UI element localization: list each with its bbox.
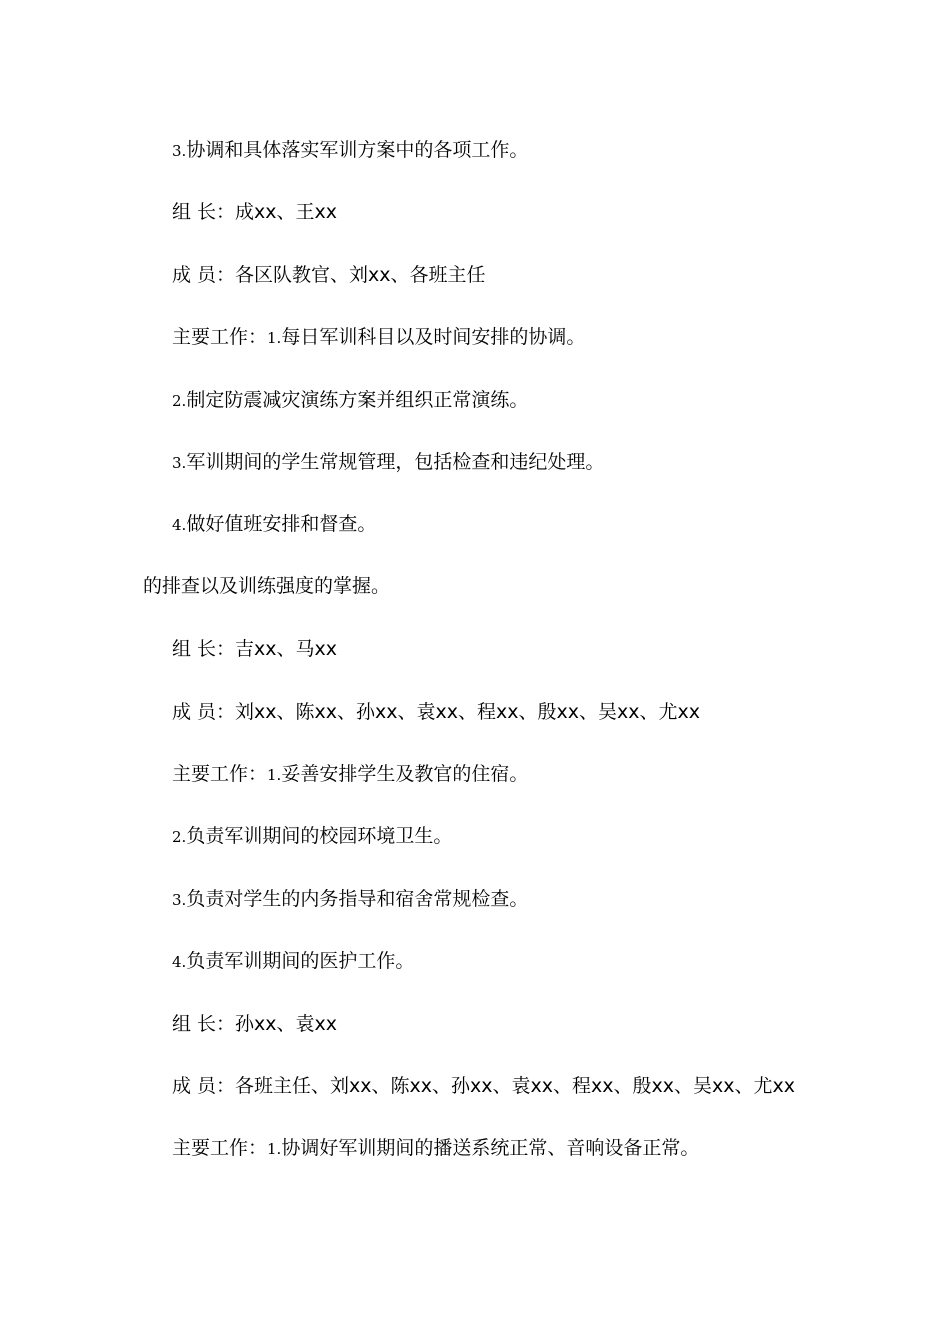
- item-text: 负责军训期间的校园环境卫生。: [186, 825, 453, 847]
- duties-line: [0, 325, 950, 350]
- members-label: 成 员：: [172, 1075, 236, 1097]
- leader-line: [0, 637, 950, 661]
- item-text: 协调好军训期间的播送系统正常、音响设备正常。: [281, 1137, 700, 1159]
- members-line: [0, 700, 950, 724]
- leader-line: [0, 200, 950, 224]
- continuation-line: [0, 574, 950, 598]
- task-line: [0, 949, 950, 974]
- leader-label: 组 长：: [172, 201, 236, 223]
- task-line: [0, 824, 950, 849]
- item-text: 协调和具体落实军训方案中的各项工作。: [186, 139, 529, 161]
- item-number: 3.: [172, 142, 187, 160]
- leader-names: 孙xx、袁xx: [235, 1013, 338, 1035]
- item-text: 制定防震减灾演练方案并组织正常演练。: [186, 389, 529, 411]
- item-number: 1.: [267, 1140, 282, 1158]
- members-line: [0, 1074, 950, 1098]
- item-number: 1.: [267, 766, 282, 784]
- item-number: 4.: [172, 953, 187, 971]
- duties-label: 主要工作：: [172, 326, 268, 348]
- item-text: 每日军训科目以及时间安排的协调。: [281, 326, 586, 348]
- leader-label: 组 长：: [172, 638, 236, 660]
- members-names: 各区队教官、刘xx、各班主任: [235, 264, 486, 286]
- item-number: 4.: [172, 516, 187, 534]
- duties-line: [0, 762, 950, 787]
- item-text: 妥善安排学生及教官的住宿。: [281, 763, 529, 785]
- item-text: 做好值班安排和督查。: [186, 513, 377, 535]
- members-label: 成 员：: [172, 264, 236, 286]
- duties-label: 主要工作：: [172, 1137, 268, 1159]
- task-line: [0, 388, 950, 413]
- duties-line: [0, 1136, 950, 1161]
- members-line: [0, 263, 950, 287]
- item-number: 1.: [267, 329, 282, 347]
- item-number: 3.: [172, 891, 187, 909]
- members-names: 各班主任、刘xx、陈xx、孙xx、袁xx、程xx、殷xx、吴xx、尤xx: [235, 1075, 795, 1097]
- leader-names: 成xx、王xx: [235, 201, 338, 223]
- item-text: 军训期间的学生常规管理，包括检查和违纪处理。: [186, 451, 605, 473]
- task-line: [0, 138, 950, 163]
- leader-names: 吉xx、马xx: [235, 638, 338, 660]
- task-line: [0, 450, 950, 475]
- item-text: 的排查以及训练强度的掌握。: [143, 575, 391, 597]
- leader-label: 组 长：: [172, 1013, 236, 1035]
- item-number: 3.: [172, 454, 187, 472]
- item-text: 负责对学生的内务指导和宿舍常规检查。: [186, 888, 529, 910]
- members-names: 刘xx、陈xx、孙xx、袁xx、程xx、殷xx、吴xx、尤xx: [235, 701, 700, 723]
- task-line: [0, 887, 950, 912]
- members-label: 成 员：: [172, 701, 236, 723]
- item-number: 2.: [172, 828, 187, 846]
- duties-label: 主要工作：: [172, 763, 268, 785]
- task-line: [0, 512, 950, 537]
- item-number: 2.: [172, 392, 187, 410]
- leader-line: [0, 1012, 950, 1036]
- item-text: 负责军训期间的医护工作。: [186, 950, 415, 972]
